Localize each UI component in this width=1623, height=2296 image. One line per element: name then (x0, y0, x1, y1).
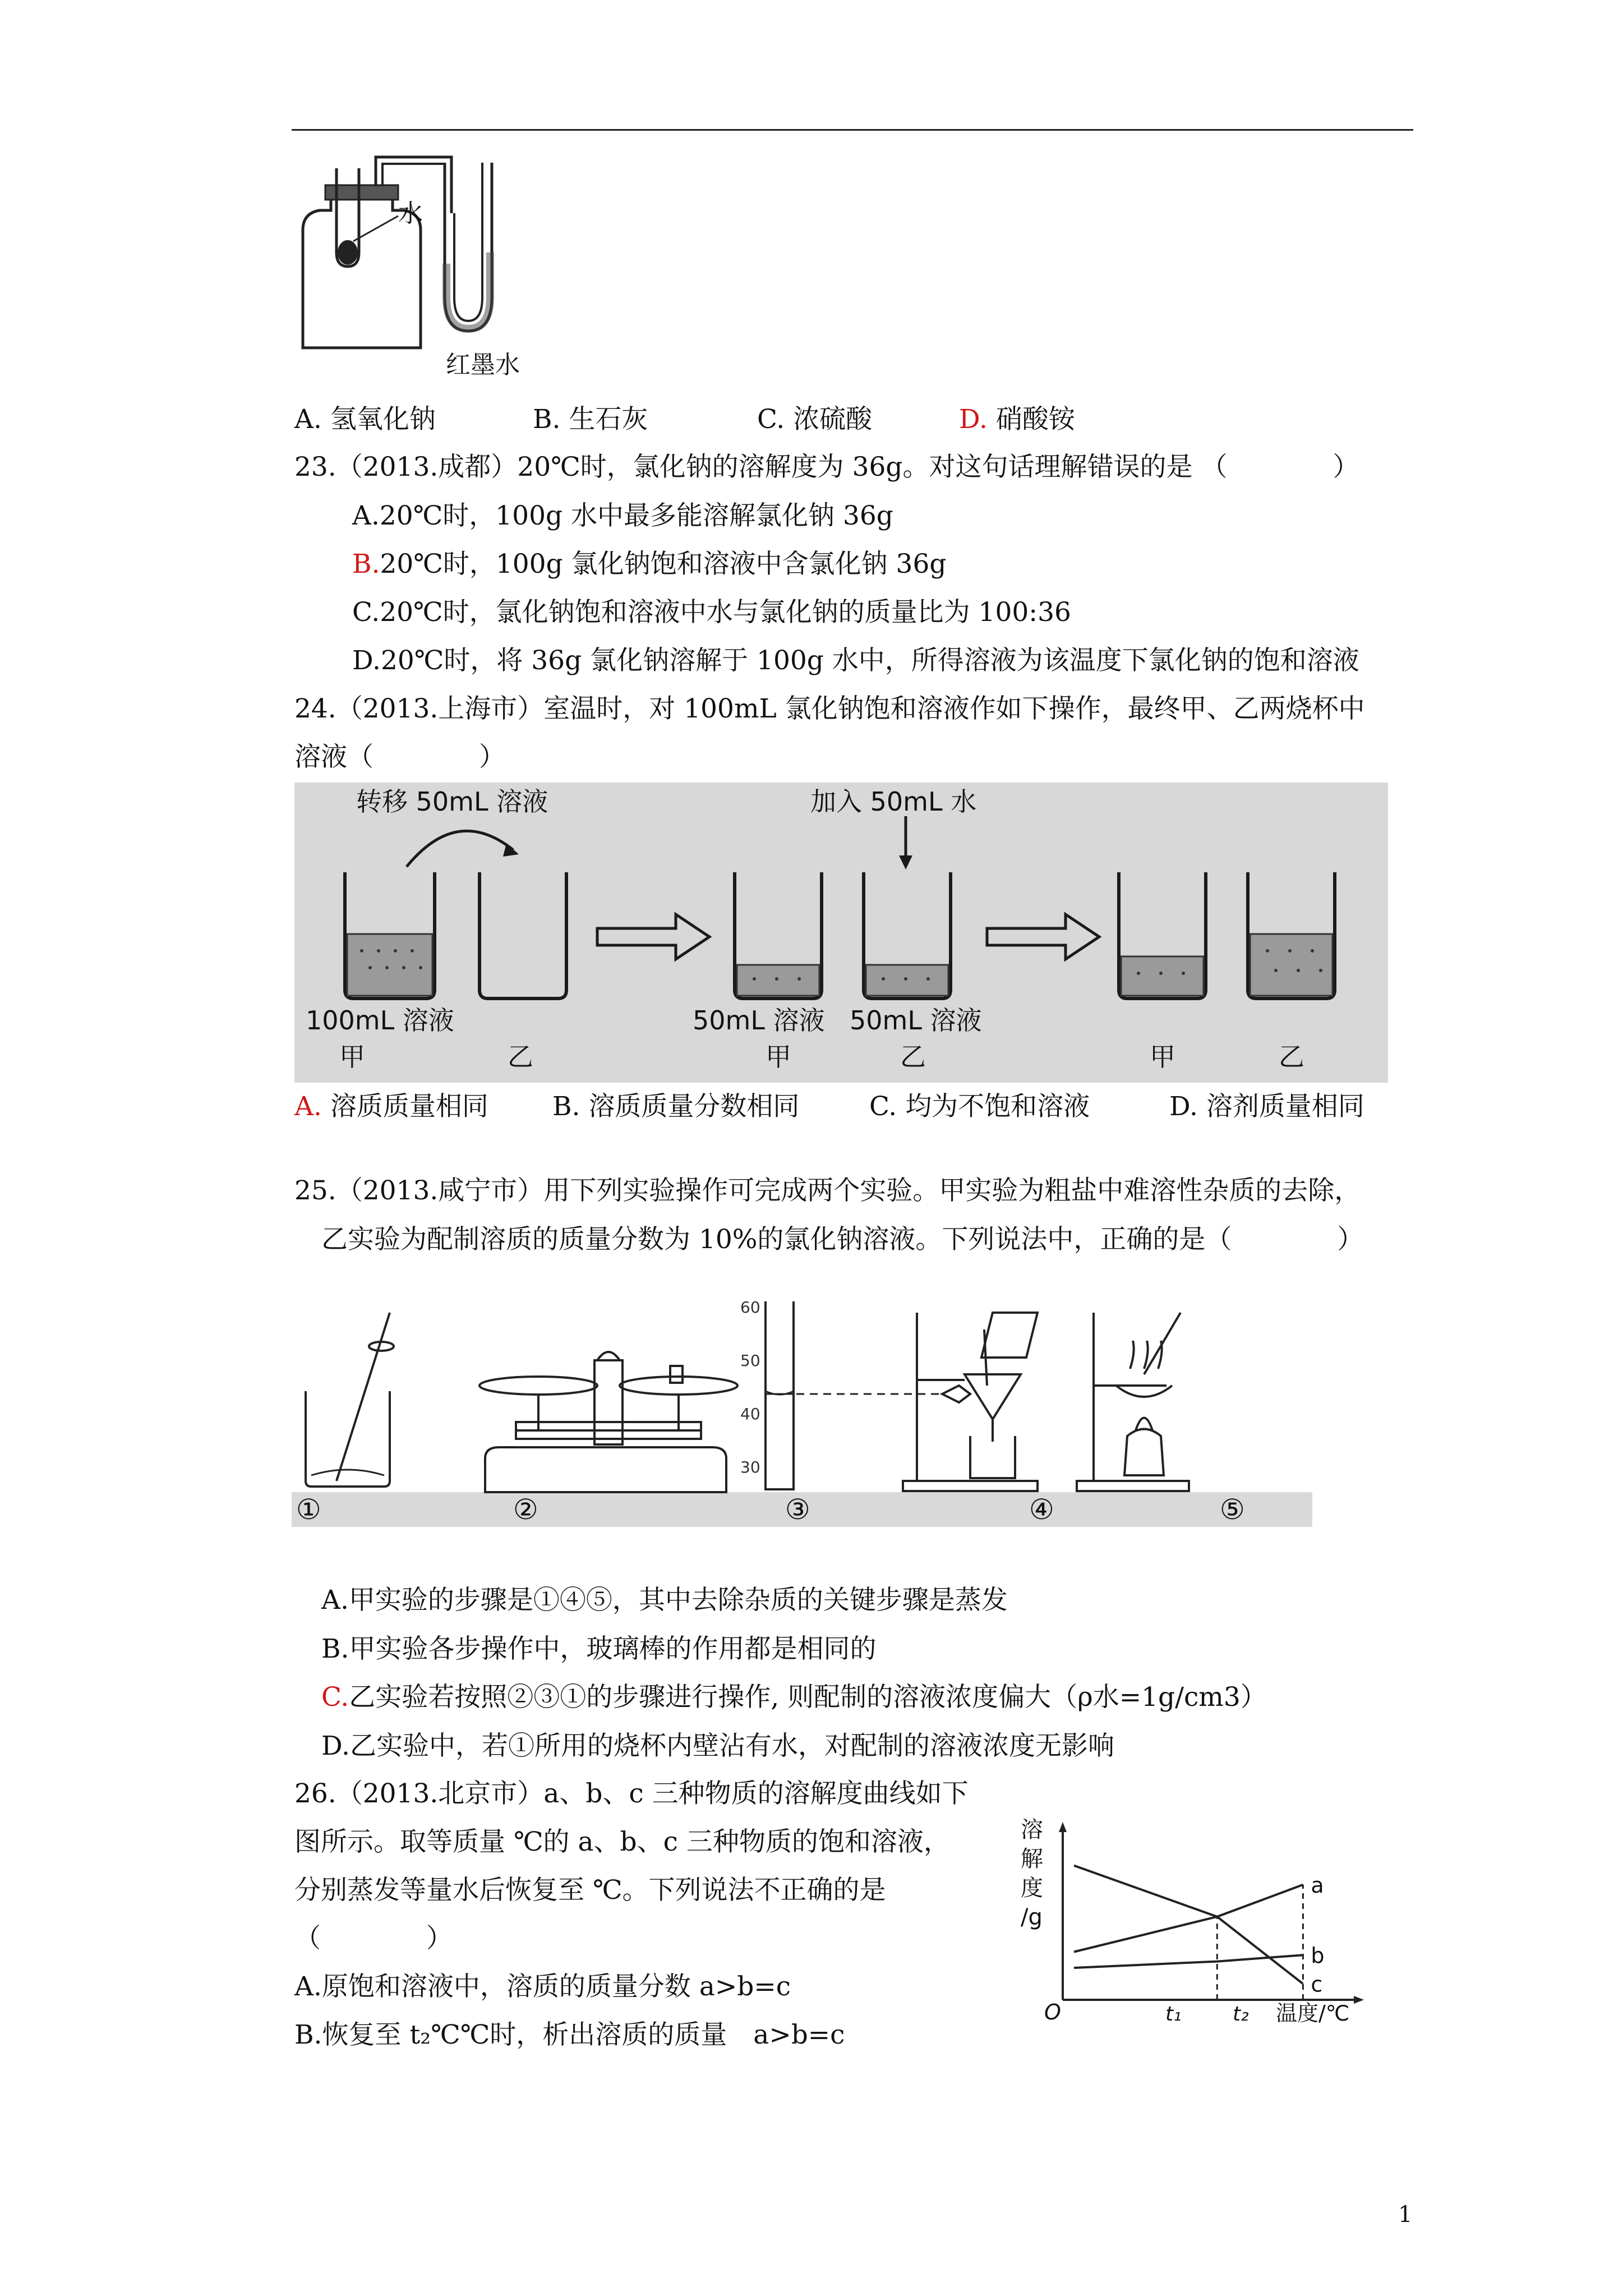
step3-measuring-cylinder (766, 1301, 970, 1489)
step1-glass-rod (336, 1313, 390, 1481)
x-tick-t2: t₂ (1233, 2003, 1249, 2025)
q26-stem-line3: 分别蒸发等量水后恢复至 ℃。下列说法不正确的是 (294, 1875, 886, 1906)
q25-apparatus-figure (292, 1296, 1318, 1531)
page-number: 1 (1398, 2202, 1413, 2228)
x-axis-label: 温度/℃ (1276, 2001, 1350, 2025)
q23-option-b[interactable]: B.20℃时，100g 氯化钠饱和溶液中含氯化钠 36g (352, 549, 947, 579)
q23-option-a[interactable]: A.20℃时，100g 水中最多能溶解氯化钠 36g (352, 500, 893, 531)
step-label-5: ⑤ (1220, 1493, 1245, 1526)
q24-option-b[interactable]: B. 溶质质量分数相同 (552, 1091, 800, 1122)
q24-beaker-figure (294, 783, 1388, 1083)
q25-option-b[interactable]: B.甲实验各步操作中，玻璃棒的作用都是相同的 (321, 1634, 877, 1664)
y-axis-label-part: /g (1021, 1904, 1043, 1930)
curve-label-c: c (1311, 1972, 1323, 1997)
q26-option-a[interactable]: A.原饱和溶液中，溶质的质量分数 a>b=c (294, 1971, 791, 2002)
q22-option-d[interactable]: D. 硝酸铵 (959, 404, 1075, 435)
q26-option-b[interactable]: B.恢复至 t₂℃℃时，析出溶质的质量 a>b=c (294, 2019, 845, 2050)
q26-stem-line2: 图所示。取等质量 ℃的 a、b、c 三种物质的饱和溶液， (294, 1826, 950, 1857)
label-red-ink: 红墨水 (446, 351, 520, 379)
label-transfer: 转移 50mL 溶液 (356, 786, 548, 817)
y-axis-label-part: 解 (1021, 1846, 1043, 1872)
label-water: 水 (398, 199, 423, 228)
cylinder-tick-40: 40 (740, 1405, 760, 1423)
curve-label-b: b (1311, 1943, 1325, 1968)
q22-option-b[interactable]: B. 生石灰 (533, 404, 648, 435)
q24-stem-line2: 溶液（ ） (294, 742, 505, 772)
q23-option-c[interactable]: C.20℃时，氯化钠饱和溶液中水与氯化钠的质量比为 100:36 (352, 597, 1071, 628)
q26-stem-line1: 26.（2013.北京市）a、b、c 三种物质的溶解度曲线如下 (294, 1778, 969, 1809)
q24-stem-line1: 24.（2013.上海市）室温时，对 100mL 氯化钠饱和溶液作如下操作，最终甲、乙两烧杯中 (294, 693, 1365, 724)
step-label-2: ② (513, 1493, 538, 1526)
label-50ml-b: 50mL 溶液 (850, 1005, 982, 1036)
q26-solubility-chart (1021, 1812, 1402, 2025)
y-axis-label-part: 溶 (1021, 1817, 1043, 1843)
q25-stem-line2: 乙实验为配制溶质的质量分数为 10%的氯化钠溶液。下列说法中，正确的是（ ） (321, 1224, 1364, 1255)
q25-option-a[interactable]: A.甲实验的步骤是①④⑤，其中去除杂质的关键步骤是蒸发 (321, 1585, 1008, 1616)
label-yi-1: 乙 (508, 1042, 533, 1072)
origin-label: O (1044, 2000, 1061, 2024)
label-yi-2: 乙 (900, 1042, 926, 1072)
step2-balance (479, 1352, 737, 1492)
label-jia-3: 甲 (1150, 1042, 1175, 1072)
q22-apparatus-figure (292, 146, 583, 381)
step-label-3: ③ (785, 1493, 810, 1526)
q24-option-d[interactable]: D. 溶剂质量相同 (1169, 1091, 1364, 1122)
y-axis-label-part: 度 (1021, 1875, 1043, 1901)
curve-a (1074, 1885, 1303, 1952)
label-100ml: 100mL 溶液 (306, 1005, 454, 1036)
step5-evaporation (1077, 1313, 1189, 1491)
curve-label-a: a (1311, 1872, 1324, 1898)
label-add-water: 加入 50mL 水 (810, 786, 977, 817)
header-rule (292, 129, 1413, 131)
step4-filtration (903, 1313, 1038, 1491)
q23-option-d[interactable]: D.20℃时，将 36g 氯化钠溶解于 100g 水中，所得溶液为该温度下氯化钠的饱和溶液 (352, 645, 1359, 676)
step-label-1: ① (296, 1493, 321, 1526)
q25-stem-line1: 25.（2013.咸宁市）用下列实验操作可完成两个实验。甲实验为粗盐中难溶性杂质的去除， (294, 1175, 1361, 1206)
x-tick-t1: t₁ (1165, 2003, 1182, 2025)
label-jia-2: 甲 (766, 1042, 791, 1072)
q26-stem-line4: （ ） (294, 1923, 453, 1954)
label-50ml-a: 50mL 溶液 (693, 1005, 825, 1036)
cylinder-tick-60: 60 (740, 1298, 760, 1317)
q25-option-d[interactable]: D.乙实验中，若①所用的烧杯内壁沾有水，对配制的溶液浓度无影响 (321, 1731, 1114, 1761)
q23-stem: 23.（2013.成都）20℃时，氯化钠的溶解度为 36g。对这句话理解错误的是 （ ） (294, 452, 1359, 482)
cylinder-tick-50: 50 (740, 1351, 760, 1370)
q22-option-c[interactable]: C. 浓硫酸 (757, 404, 873, 435)
step-label-4: ④ (1029, 1493, 1054, 1526)
label-yi-3: 乙 (1279, 1042, 1304, 1072)
step1-beaker (306, 1391, 390, 1487)
label-jia-1: 甲 (339, 1042, 365, 1072)
q22-option-a[interactable]: A. 氢氧化钠 (294, 404, 436, 435)
tube-liquid (338, 240, 358, 265)
q24-option-a[interactable]: A. 溶质质量相同 (294, 1091, 488, 1122)
q25-option-c[interactable]: C.乙实验若按照②③①的步骤进行操作, 则配制的溶液浓度偏大（ρ水=1g/cm3） (321, 1682, 1267, 1713)
cylinder-tick-30: 30 (740, 1458, 760, 1476)
q24-option-c[interactable]: C. 均为不饱和溶液 (869, 1091, 1090, 1122)
